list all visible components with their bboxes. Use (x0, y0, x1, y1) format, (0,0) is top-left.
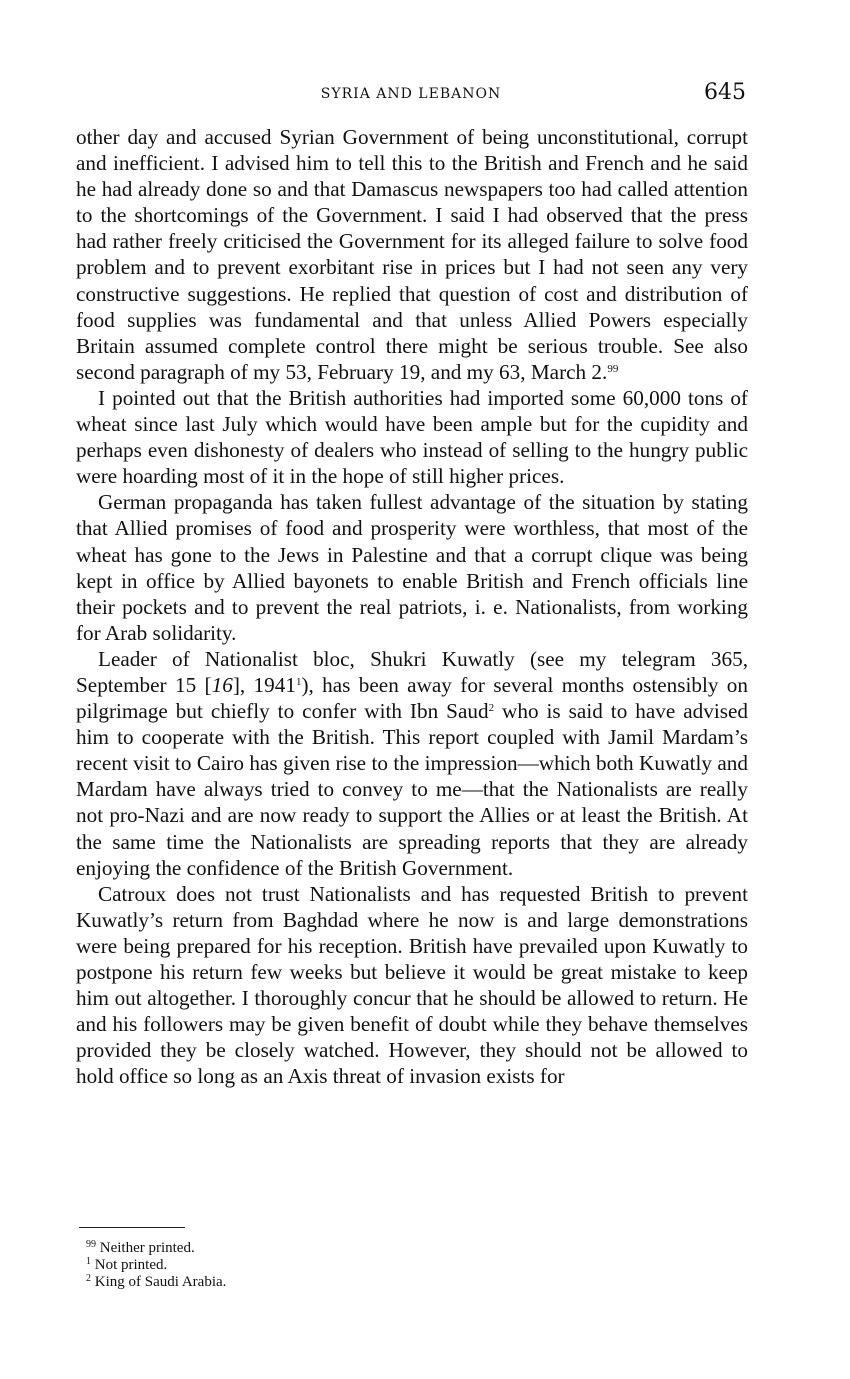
footnote-mark: 99 (86, 1239, 96, 1250)
paragraph-4-text-a: Leader of Nationalist bloc, Shukri Kuwatly (see my telegram 365, September 15 [ (76, 646, 748, 697)
body-text (76, 124, 748, 1089)
paragraph-1 (76, 124, 748, 385)
paragraph-3: German propaganda has taken fullest advantage of the situation by stating that Allied promises of food and prosperity were worthless, that most of the wheat has gone to the Jews in Palestine and that a corrupt clique was being kept in office by Allied bayonets to enable British and French officials line their pockets and to prevent the real patriots, i. e. Nationalists, from working for Arab solidarity. (76, 490, 748, 645)
footnote-text: Neither printed. (99, 1240, 195, 1256)
paragraph-4-text-d: who is said to have advised him to cooperate with the British. This report coupled with Jamil Mardam’s recent visit to Cairo has given rise to the impression—which both Kuwatly and Mardam have always tried to convey to me—that the Nationalists are really not pro-Nazi and are now ready to support the Allies or at least the British. At the same time the Nationalists are spreading reports that they are already enjoying the confidence of the British Government. (76, 699, 749, 880)
running-head (76, 80, 746, 108)
paragraph-1-text: other day and accused Syrian Government of being unconstitutional, corrupt and inefficient. I advised him to tell this to the British and French and he said he had already done so and that Damascus newspapers too had called attention to the shortcomings of the Government. I said I had observed that the press had rather freely criticised the Government for its alleged failure to solve food problem and to prevent exorbitant rise in prices but I had not seen any very constructive suggestions. He replied that question of cost and distribution of food supplies was fundamental and that unless Allied Powers especially Britain assumed complete control there might be serious trouble. See also second paragraph of my 53, February 19, and my 63, March 2. (76, 125, 748, 384)
footnote-mark: 1 (86, 1256, 91, 1267)
page-number: 645 (704, 80, 746, 105)
footnote-ref-1: 1 (295, 675, 302, 688)
footnote (86, 1274, 746, 1291)
footnote-ref-2: 2 (488, 702, 495, 715)
paragraph-4 (76, 646, 748, 881)
footnote-text: Not printed. (94, 1257, 168, 1273)
footnote-text: King of Saudi Arabia. (94, 1274, 227, 1290)
paragraph-2: I pointed out that the British authorities had imported some 60,000 tons of wheat since last July which would have been ample but for the cupidity and perhaps even dishonesty of dealers who instead of selling to the hungry public were hoarding most of it in the hope of still higher prices. (76, 385, 748, 489)
footnotes (86, 1240, 746, 1291)
paragraph-4-text-c: ), has been away for several months ostensibly on pilgrimage but chiefly to confer with Ibn Saud (76, 672, 748, 724)
footnote-divider (79, 1227, 185, 1228)
paragraph-4-text-b: ], 1941 (232, 672, 296, 697)
footnote (86, 1257, 746, 1274)
footnote (86, 1240, 746, 1257)
footnote-mark: 2 (86, 1273, 91, 1284)
footnote-ref-99: 99 (607, 362, 619, 375)
paragraph-5: Catroux does not trust Nationalists and has requested British to prevent Kuwatly’s return from Baghdad where he now is and large demonstrations were being prepared for his reception. British have prevailed upon Kuwatly to postpone his return few weeks but believe it would be great mistake to keep him out altogether. I thoroughly concur that he should be allowed to return. He and his followers may be given benefit of doubt while they behave themselves provided they be closely watched. However, they should not be allowed to hold office so long as an Axis threat of invasion exists for (76, 881, 748, 1089)
paragraph-4-italic-date: 16 (211, 672, 233, 697)
running-title: SYRIA AND LEBANON (320, 86, 502, 102)
